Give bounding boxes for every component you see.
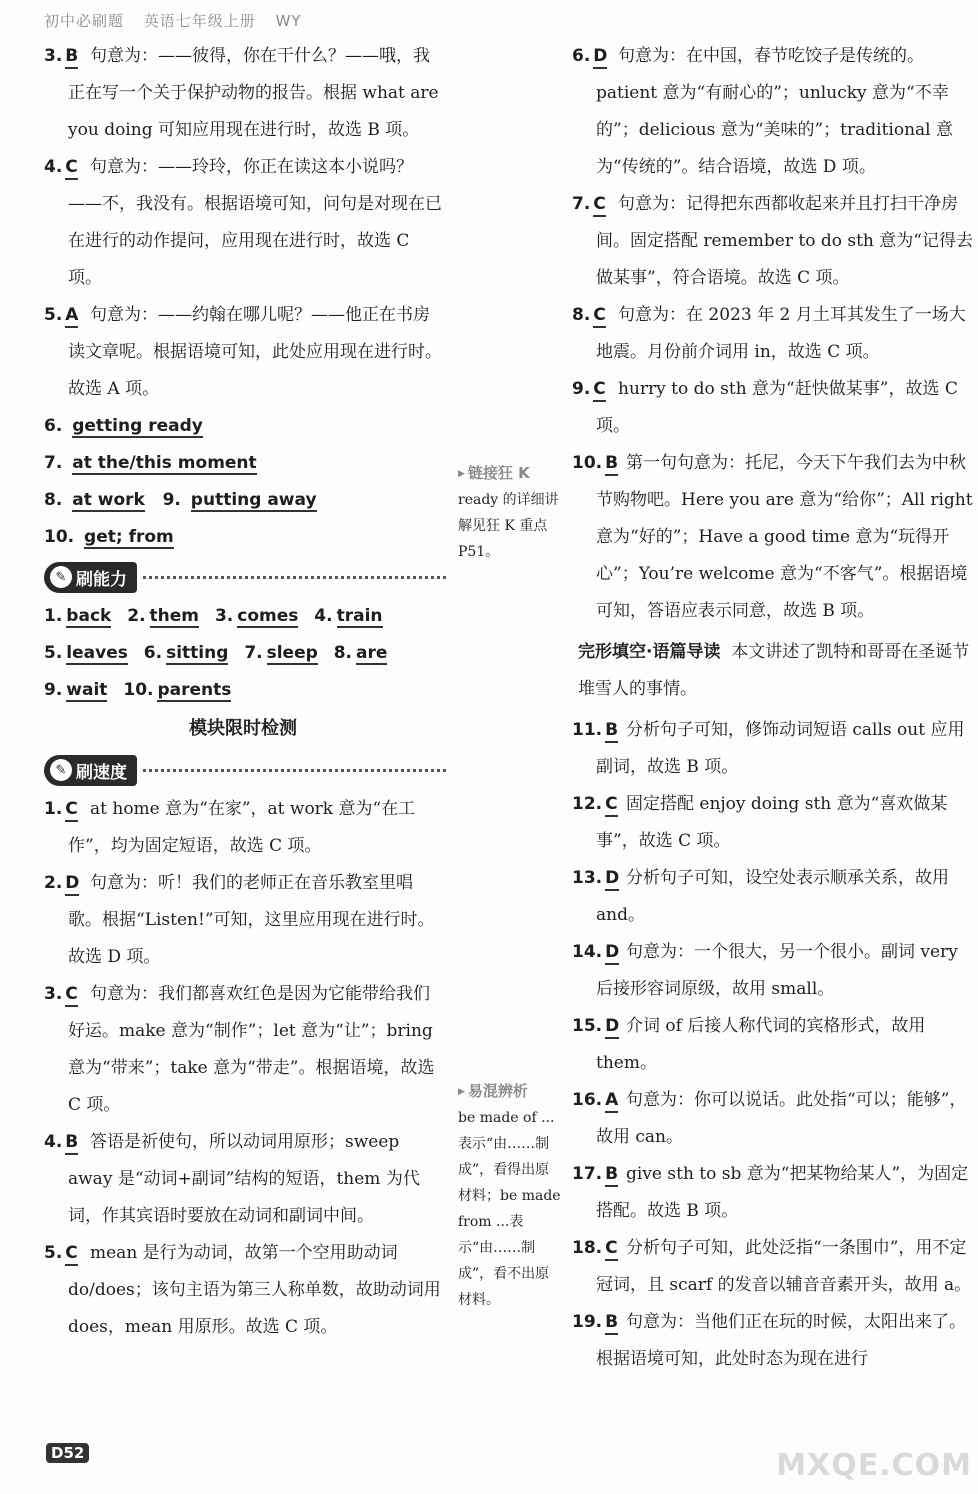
header-edition: WY: [275, 12, 302, 30]
cloze-intro: 完形填空·语篇导读 本文讲述了凯特和哥哥在圣诞节堆雪人的事情。: [578, 642, 970, 699]
answer-item: 17. B give sth to sb 意为“把某物给某人”，为固定搭配。故选 B 项。: [572, 1164, 969, 1221]
fill-answer: 6. getting ready: [44, 416, 203, 436]
answer-item: 14. D 句意为：一个很大，另一个很小。副词 very 后接形容词原级，故用 small。: [572, 942, 958, 999]
page-header: [44, 10, 316, 31]
answer-item: 6. D 句意为：在中国，春节吃饺子是传统的。patient 意为“有耐心的”；unlucky 意为“不幸的”；delicious 意为“美味的”；traditional 意为“传统的”。结合语境，故选 D 项。: [572, 46, 953, 177]
divider: [143, 576, 446, 579]
section-speed: [44, 749, 446, 791]
brush-icon: ✎: [50, 566, 72, 588]
answer-item: 16. A 句意为：你可以说话。此处指“可以；能够”，故用 can。: [572, 1090, 967, 1147]
page-number: D52: [46, 1443, 89, 1463]
answer-item: 18. C 分析句子可知，此处泛指“一条围巾”，用不定冠词，且 scarf 的发音以辅音音素开头，故用 a。: [572, 1238, 972, 1295]
answer-item: 10. B 第一句句意为：托尼，今天下午我们去为中秋节购物吧。Here you are 意为“给你”；All right 意为“好的”；Have a good time 意为“玩得开心”；You’re welcome 意为“不客气”。根据语境可知，答语应表示同意，故选 B 项。: [572, 453, 973, 621]
answer-item: 7. C 句意为：记得把东西都收起来并且打扫干净房间。固定搭配 remember to do sth 意为“记得去做某事”，符合语境。故选 C 项。: [572, 194, 973, 288]
header-subject: 英语七年级上册: [143, 12, 256, 30]
fill-answer: 8. at work 9. putting away: [44, 490, 317, 510]
section-badge: ✎ 刷速度: [44, 755, 137, 786]
answer-item: 13. D 分析句子可知，设空处表示顺承关系，故用 and。: [572, 868, 949, 925]
answer-item: 19. B 句意为：当他们正在玩的时候，太阳出来了。根据语境可知，此处时态为现在进行: [572, 1312, 966, 1369]
fill-answer: 7. at the/this moment: [44, 453, 257, 473]
answer-item: 9. C hurry to do sth 意为“赶快做某事”，故选 C 项。: [572, 379, 958, 436]
side-note-text: ready 的详细讲解见狂 K 重点 P51。: [458, 492, 559, 560]
answer-item: 11. B 分析句子可知，修饰动词短语 calls out 应用副词，故选 B 项。: [572, 720, 965, 777]
answer-item: 5. A 句意为：——约翰在哪儿呢？——他正在书房读文章呢。根据语境可知，此处应用现在进行时。故选 A 项。: [44, 305, 442, 399]
ability-row: 5. leaves 6. sitting 7. sleep 8. are: [44, 643, 388, 663]
left-column: [40, 38, 446, 1346]
answer-item: 1. C at home 意为“在家”，at work 意为“在工作”，均为固定短语，故选 C 项。: [44, 799, 416, 856]
brush-icon: ✎: [50, 759, 72, 781]
answer-item: 5. C mean 是行为动词，故第一个空用助动词 do/does；该句主语为第三人称单数，故助动词用 does，mean 用原形。故选 C 项。: [44, 1243, 441, 1337]
side-note-text: be made of ...表示“由……制成”，看得出原材料；be made from ...表示“由……制成”，看不出原材料。: [458, 1110, 561, 1308]
answer-item: 4. B 答语是祈使句，所以动词用原形；sweep away 是“动词+副词”结构的短语，them 为代词，作其宾语时要放在动词和副词中间。: [44, 1132, 420, 1226]
watermark: MXQE.COM: [776, 1448, 972, 1483]
answer-item: 12. C 固定搭配 enjoy doing sth 意为“喜欢做某事”，故选 C 项。: [572, 794, 948, 851]
answer-item: 15. D 介词 of 后接人称代词的宾格形式，故用 them。: [572, 1016, 926, 1073]
right-column: [568, 38, 974, 1378]
side-note-link: [458, 460, 562, 565]
section-badge: ✎ 刷能力: [44, 562, 137, 593]
ability-row: 1. back 2. them 3. comes 4. train: [44, 606, 383, 626]
side-note-title: ▶ 易混辨析: [458, 1078, 562, 1105]
fill-answer: 10. get; from: [44, 527, 174, 547]
answer-item: 2. D 句意为：听！我们的老师正在音乐教室里唱歌。根据“Listen!”可知，这里应用现在进行时。故选 D 项。: [44, 873, 435, 967]
answer-item: 3. C 句意为：我们都喜欢红色是因为它能带给我们好运。make 意为“制作”；let 意为“让”；bring 意为“带来”；take 意为“带走”。根据语境，故选 C 项。: [44, 984, 435, 1115]
section-ability: [44, 556, 446, 598]
ability-row: 9. wait 10. parents: [44, 680, 232, 700]
header-book: 初中必刷题: [44, 12, 125, 30]
divider: [143, 769, 446, 772]
side-note-confusion: [458, 1078, 562, 1313]
answer-item: 8. C 句意为：在 2023 年 2 月土耳其发生了一场大地震。月份前介词用 in，故选 C 项。: [572, 305, 966, 362]
answer-item: 3. B 句意为：——彼得，你在干什么？——哦，我正在写一个关于保护动物的报告。根据 what are you doing 可知应用现在进行时，故选 B 项。: [44, 46, 439, 140]
side-note-title: ▶ 链接狂 K: [458, 460, 562, 487]
module-title: 模块限时检测: [189, 718, 297, 739]
answer-item: 4. C 句意为：——玲玲，你正在读这本小说吗？——不，我没有。根据语境可知，问句是对现在已在进行的动作提问，应用现在进行时，故选 C 项。: [44, 157, 442, 288]
